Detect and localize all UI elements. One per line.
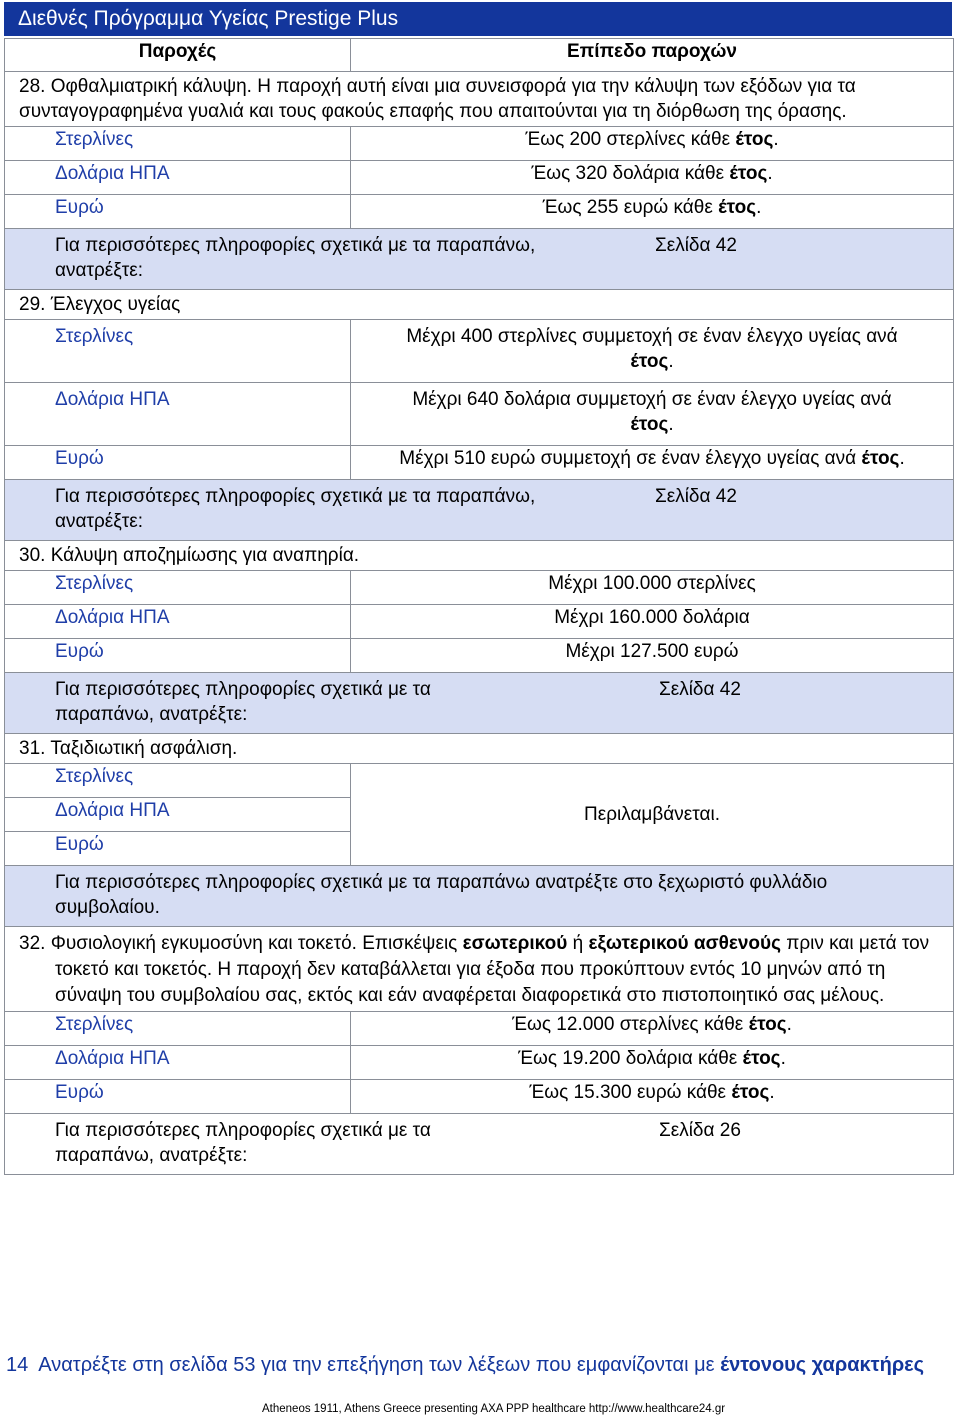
section-29-title: 29. Έλεγχος υγείας bbox=[5, 290, 954, 320]
page-title: Διεθνές Πρόγραμμα Υγείας Prestige Plus bbox=[4, 2, 952, 36]
table-row bbox=[5, 1012, 954, 1046]
section-title-row bbox=[5, 734, 954, 764]
table-row bbox=[5, 605, 954, 639]
reference-row bbox=[5, 229, 954, 290]
benefit-value: Μέχρι 510 ευρώ συμμετοχή σε έναν έλεγχο υγείας ανά έτος. bbox=[351, 446, 954, 480]
currency-label: Ευρώ bbox=[5, 832, 351, 866]
reference-text: Για περισσότερες πληροφορίες σχετικά με τα παραπάνω, ανατρέξτε: bbox=[55, 679, 431, 725]
reference-text: Για περισσότερες πληροφορίες σχετικά με τα παραπάνω, ανατρέξτε: bbox=[55, 235, 536, 281]
reference-page: Σελίδα 26 bbox=[659, 1120, 741, 1141]
section-28-title: 28. Οφθαλμιατρική κάλυψη. Η παροχή αυτή είναι μια συνεισφορά για την κάλυψη των εξόδων για τα συνταγογραφημένα γυαλιά και τους φακούς επαφής που απαιτούνται για τη διόρθωση της όρασης. bbox=[5, 72, 954, 127]
currency-label: Ευρώ bbox=[5, 639, 351, 673]
footer-note bbox=[6, 1354, 924, 1377]
section-title-row bbox=[5, 290, 954, 320]
section-32-title: 32. Φυσιολογική εγκυμοσύνη και τοκετό. Επισκέψεις εσωτερικού ή εξωτερικού ασθενούς πριν και μετά τον τοκετό και τοκετός. Η παροχή δεν καταβάλλεται για έξοδα που προκύπτουν εντός 10 μηνών από τη σύναψη του συμβολαίου σας, εκτός και εάν αναφέρεται διαφορετικά στο πιστοποιητικό σας μέλους. bbox=[5, 927, 954, 1012]
table-row bbox=[5, 571, 954, 605]
currency-label: Στερλίνες bbox=[5, 127, 351, 161]
reference-row bbox=[5, 673, 954, 734]
table-row bbox=[5, 764, 954, 798]
table-row bbox=[5, 161, 954, 195]
currency-label: Ευρώ bbox=[5, 1080, 351, 1114]
currency-label: Δολάρια ΗΠΑ bbox=[5, 161, 351, 195]
reference-text: Για περισσότερες πληροφορίες σχετικά με τα παραπάνω, ανατρέξτε: bbox=[55, 486, 536, 532]
footer-bold: έντονους χαρακτήρες bbox=[720, 1354, 925, 1376]
currency-label: Δολάρια ΗΠΑ bbox=[5, 605, 351, 639]
benefit-value: Έως 320 δολάρια κάθε έτος. bbox=[351, 161, 954, 195]
currency-label: Στερλίνες bbox=[5, 764, 351, 798]
benefit-value: Έως 200 στερλίνες κάθε έτος. bbox=[351, 127, 954, 161]
section-title-row bbox=[5, 72, 954, 127]
reference-page: Σελίδα 42 bbox=[659, 679, 741, 700]
benefit-value: Μέχρι 100.000 στερλίνες bbox=[351, 571, 954, 605]
benefit-value: Περιλαμβάνεται. bbox=[351, 764, 954, 866]
header-benefits: Παροχές bbox=[5, 39, 351, 72]
table-row bbox=[5, 1046, 954, 1080]
reference-text: Για περισσότερες πληροφορίες σχετικά με τα παραπάνω ανατρέξτε στο ξεχωριστό φυλλάδιο συμβολαίου. bbox=[5, 866, 954, 927]
reference-row bbox=[5, 866, 954, 927]
footer-text: Ανατρέξτε στη σελίδα 53 για την επεξήγηση των λέξεων που εμφανίζονται με bbox=[38, 1354, 715, 1376]
table-row bbox=[5, 1080, 954, 1114]
reference-row bbox=[5, 1114, 954, 1175]
benefit-value: Μέχρι 640 δολάρια συμμετοχή σε έναν έλεγχο υγείας ανά έτος. bbox=[351, 383, 954, 446]
reference-text: Για περισσότερες πληροφορίες σχετικά με τα παραπάνω, ανατρέξτε: bbox=[55, 1120, 431, 1166]
section-title-row bbox=[5, 927, 954, 1012]
benefit-value: Έως 19.200 δολάρια κάθε έτος. bbox=[351, 1046, 954, 1080]
reference-page: Σελίδα 42 bbox=[655, 486, 737, 507]
table-row bbox=[5, 195, 954, 229]
currency-label: Δολάρια ΗΠΑ bbox=[5, 1046, 351, 1080]
benefit-value: Μέχρι 127.500 ευρώ bbox=[351, 639, 954, 673]
benefit-value: Έως 255 ευρώ κάθε έτος. bbox=[351, 195, 954, 229]
section-30-title: 30. Κάλυψη αποζημίωσης για αναπηρία. bbox=[5, 541, 954, 571]
currency-label: Στερλίνες bbox=[5, 320, 351, 383]
reference-row bbox=[5, 480, 954, 541]
footer-source: Atheneos 1911, Athens Greece presenting AXA PPP healthcare http://www.healthcare24.gr bbox=[262, 1403, 726, 1415]
table-row bbox=[5, 383, 954, 446]
section-31-title: 31. Ταξιδιωτική ασφάλιση. bbox=[5, 734, 954, 764]
benefit-value: Έως 15.300 ευρώ κάθε έτος. bbox=[351, 1080, 954, 1114]
section-title-row bbox=[5, 541, 954, 571]
page-number: 14 bbox=[6, 1354, 29, 1376]
currency-label: Στερλίνες bbox=[5, 571, 351, 605]
currency-label: Ευρώ bbox=[5, 195, 351, 229]
currency-label: Στερλίνες bbox=[5, 1012, 351, 1046]
header-level: Επίπεδο παροχών bbox=[351, 39, 954, 72]
benefits-table bbox=[4, 38, 954, 1175]
currency-label: Δολάρια ΗΠΑ bbox=[5, 383, 351, 446]
table-row bbox=[5, 446, 954, 480]
table-header-row bbox=[5, 39, 954, 72]
benefit-value: Έως 12.000 στερλίνες κάθε έτος. bbox=[351, 1012, 954, 1046]
table-row bbox=[5, 320, 954, 383]
currency-label: Ευρώ bbox=[5, 446, 351, 480]
benefit-value: Μέχρι 160.000 δολάρια bbox=[351, 605, 954, 639]
reference-page: Σελίδα 42 bbox=[655, 235, 737, 256]
table-row bbox=[5, 127, 954, 161]
benefit-value: Μέχρι 400 στερλίνες συμμετοχή σε έναν έλεγχο υγείας ανά έτος. bbox=[351, 320, 954, 383]
table-row bbox=[5, 639, 954, 673]
currency-label: Δολάρια ΗΠΑ bbox=[5, 798, 351, 832]
